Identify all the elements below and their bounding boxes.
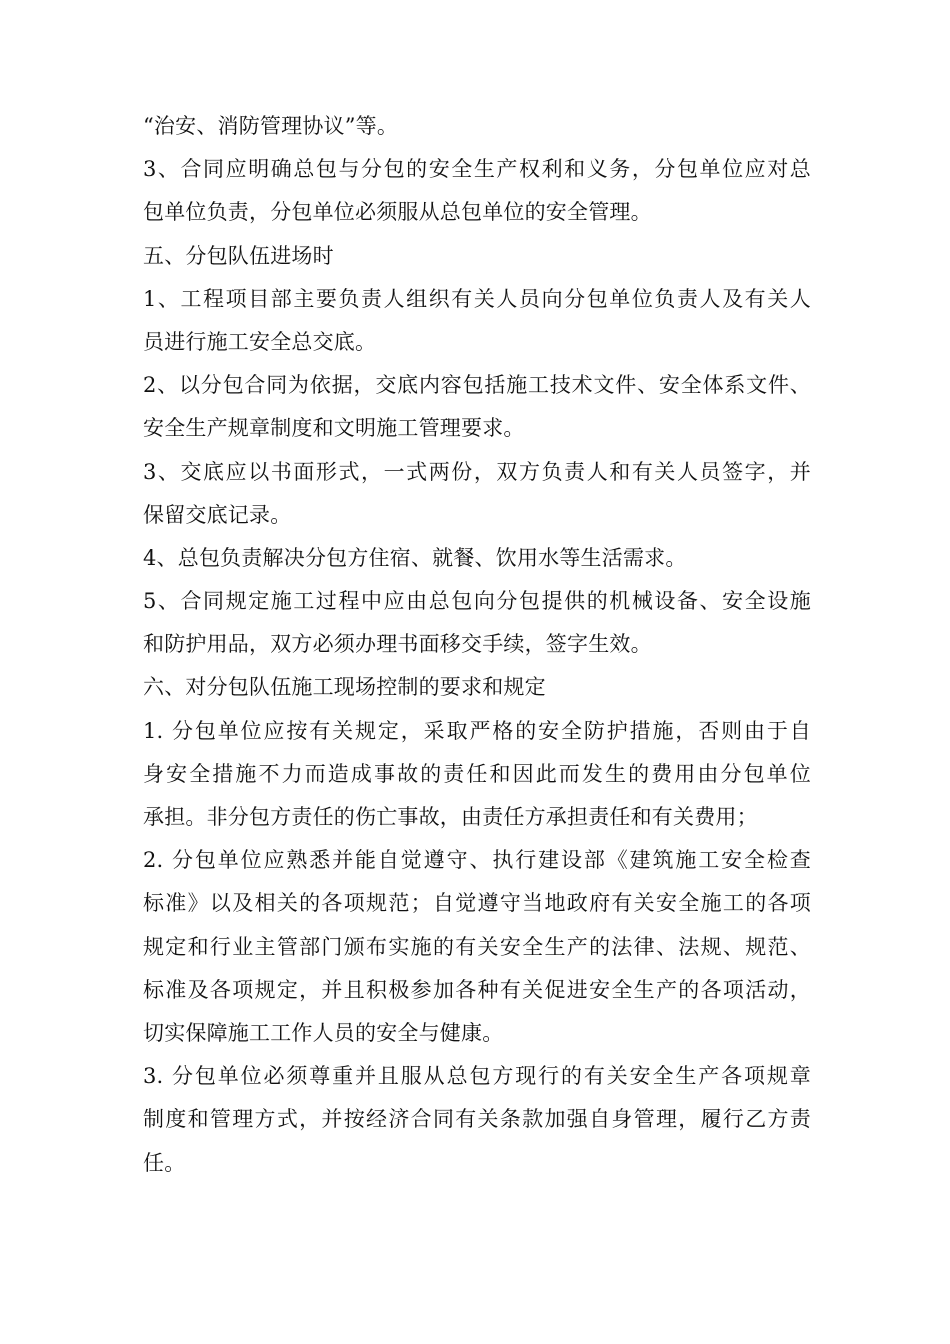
text-line: 规定和行业主管部门颁布实施的有关安全生产的法律、法规、规范、 <box>143 934 811 959</box>
text-line: 3、交底应以书面形式，一式两份，双方负责人和有关人员签字，并 <box>143 459 811 484</box>
text-line: 六、对分包队伍施工现场控制的要求和规定 <box>143 675 546 700</box>
text-line: 身安全措施不力而造成事故的责任和因此而发生的费用由分包单位 <box>143 761 811 786</box>
text-line: 五、分包队伍进场时 <box>143 243 334 268</box>
text-line: 3、合同应明确总包与分包的安全生产权利和义务，分包单位应对总 <box>143 157 811 182</box>
text-line: 5、合同规定施工过程中应由总包向分包提供的机械设备、安全设施 <box>143 589 811 614</box>
text-line: 4、总包负责解决分包方住宿、就餐、饮用水等生活需求。 <box>143 545 687 570</box>
document-body <box>143 105 811 1185</box>
text-line: 安全生产规章制度和文明施工管理要求。 <box>143 416 525 441</box>
text-line: 2、以分包合同为依据，交底内容包括施工技术文件、安全体系文件、 <box>143 373 811 398</box>
text-line: 和防护用品，双方必须办理书面移交手续，签字生效。 <box>143 632 652 657</box>
text-line: 标准》以及相关的各项规范；自觉遵守当地政府有关安全施工的各项 <box>143 891 811 916</box>
text-line: 保留交底记录。 <box>143 502 292 527</box>
text-line: 承担。非分包方责任的伤亡事故，由责任方承担责任和有关费用； <box>143 805 758 829</box>
text-line: 员进行施工安全总交底。 <box>143 329 377 354</box>
text-line: 1. 分包单位应按有关规定，采取严格的安全防护措施，否则由于自 <box>143 718 811 743</box>
text-line: 切实保障施工工作人员的安全与健康。 <box>143 1020 504 1045</box>
text-line: 2. 分包单位应熟悉并能自觉遵守、执行建设部《建筑施工安全检查 <box>143 848 811 873</box>
text-line: 任。 <box>143 1150 186 1175</box>
text-line: 3. 分包单位必须尊重并且服从总包方现行的有关安全生产各项规章 <box>143 1064 811 1089</box>
text-line: 标准及各项规定，并且积极参加各种有关促进安全生产的各项活动， <box>143 977 811 1002</box>
text-line: 包单位负责，分包单位必须服从总包单位的安全管理。 <box>143 200 652 225</box>
text-line: “治安、消防管理协议”等。 <box>143 114 399 138</box>
text-line: 制度和管理方式，并按经济合同有关条款加强自身管理，履行乙方责 <box>143 1107 811 1132</box>
text-line: 1、工程项目部主要负责人组织有关人员向分包单位负责人及有关人 <box>143 286 811 311</box>
